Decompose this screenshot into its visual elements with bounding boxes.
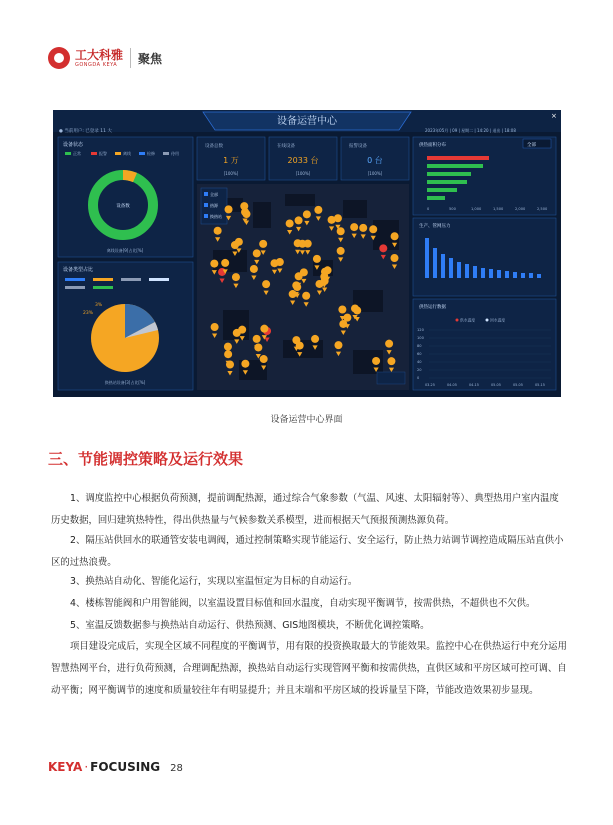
logo-divider: [130, 48, 131, 68]
runtime-y-tick: 40: [417, 360, 422, 364]
map-filter-all[interactable]: 全部: [210, 192, 218, 197]
runtime-legend-return: 回水温度: [490, 317, 506, 323]
area-select-value[interactable]: 全部: [527, 143, 536, 148]
area-axis-tick: 1,000: [471, 207, 482, 211]
pressure-bar: [497, 270, 501, 278]
runtime-panel-title: 供热运行数据: [419, 305, 446, 310]
status-panel-title: 设备状态: [63, 142, 84, 148]
keya-logo-icon: [48, 47, 70, 69]
type-panel-title: 设备类型占比: [63, 267, 94, 273]
kpi-alarm-label: 报警设备: [349, 144, 367, 149]
status-legend-normal: 正常: [73, 151, 81, 156]
pressure-bar: [465, 264, 469, 278]
map-filter-source[interactable]: 热源: [210, 203, 218, 208]
paragraph-5: 5、室温反馈数据参与换热站自动运行、供热预测、GIS地图模块，不断优化调控策略。: [70, 620, 430, 631]
area-bar: [427, 172, 471, 176]
kpi-total-value: 1 万: [223, 156, 239, 165]
kpi-online-ratio: [100%]: [295, 171, 311, 176]
area-bar: [427, 156, 489, 160]
pressure-bar: [537, 274, 541, 278]
pressure-bar: [425, 238, 429, 278]
paragraph-3: 3、换热站自动化、智能化运行，实现以室温恒定为目标的自动运行。: [70, 576, 358, 587]
section-title: 三、节能调控策略及运行效果: [48, 450, 244, 468]
pressure-bar: [481, 268, 485, 278]
area-axis-tick: 0: [427, 207, 430, 211]
area-bar: [427, 188, 457, 192]
type-panel-footer: 换热站设备[3]占比[%]: [104, 380, 146, 385]
dashboard-user-info: ● 当前用户: 已登录 11 大: [59, 129, 112, 134]
runtime-x-tick: 05-05: [491, 383, 501, 387]
runtime-x-tick: 04-15: [469, 383, 479, 387]
pressure-bar: [457, 262, 461, 278]
area-bar: [427, 164, 483, 168]
pressure-bar: [529, 273, 533, 278]
kpi-alarm-ratio: [100%]: [367, 171, 383, 176]
runtime-x-tick: 05-05: [513, 383, 523, 387]
pressure-bar: [505, 271, 509, 278]
status-legend-repair: 检修: [147, 151, 155, 156]
status-legend-offline: 离线: [123, 151, 131, 156]
runtime-y-tick: 120: [417, 328, 424, 332]
pressure-bar: [513, 272, 517, 278]
map-filter-station[interactable]: 换热站: [210, 214, 222, 219]
header-logo: [48, 47, 162, 69]
kpi-alarm-value: 0 台: [367, 156, 383, 165]
close-icon[interactable]: ×: [551, 112, 557, 120]
status-panel-footer: 离线设备[9]占比[%]: [106, 248, 144, 253]
footer-dot: ·: [84, 760, 89, 774]
type-pie-pct-a: 3%: [95, 303, 103, 308]
runtime-y-tick: 60: [417, 352, 422, 356]
kpi-total-ratio: [100%]: [223, 171, 239, 176]
runtime-x-tick: 05-15: [535, 383, 545, 387]
runtime-y-tick: 20: [417, 368, 422, 372]
pressure-panel-title: 生产、管网压力: [419, 224, 451, 229]
kpi-online-value: 2033 台: [287, 156, 319, 165]
page-footer: [48, 760, 183, 774]
dashboard-svg: [53, 110, 561, 397]
dashboard-screenshot: [53, 110, 561, 397]
runtime-legend-supply: 供水温度: [460, 317, 476, 323]
footer-brand: KEYA: [48, 760, 83, 774]
area-axis-tick: 500: [449, 207, 456, 211]
paragraph-1: 1、调度监控中心根据负荷预测，提前调配热源，通过综合气象参数（气温、风速、太阳辐射等）、典型热用户室内温度历史数据，回归建筑热特性，得出供热量与气候参数关系模型，进而根据天气预报预测热源负荷。: [51, 493, 559, 526]
area-bar: [427, 196, 445, 200]
pressure-bar: [521, 273, 525, 278]
runtime-y-tick: 0: [417, 376, 420, 380]
pressure-bar: [449, 258, 453, 278]
logo-cn-text: 工大科雅: [75, 47, 124, 62]
logo-en-text: GONGDA KEYA: [75, 61, 118, 68]
area-bar: [427, 180, 467, 184]
dashboard-title: 设备运营中心: [277, 116, 337, 127]
page-number: 28: [170, 763, 183, 774]
paragraph-4: 4、楼栋智能阀和户用智能阀，以室温设置目标值和回水温度，自动实现平衡调节，按需供热，不超供也不欠供。: [70, 598, 536, 609]
header-tagline: 聚焦: [138, 51, 163, 66]
pressure-bar: [489, 269, 493, 278]
pressure-bar: [473, 266, 477, 278]
runtime-y-tick: 100: [417, 336, 424, 340]
area-axis-tick: 1,500: [493, 207, 504, 211]
runtime-y-tick: 80: [417, 344, 422, 348]
runtime-x-tick: 04-05: [447, 383, 457, 387]
kpi-online-label: 在线设备: [277, 144, 295, 149]
pressure-bar: [433, 248, 437, 278]
area-panel-title: 供热面积分布: [419, 143, 446, 148]
kpi-total-label: 设备总数: [205, 144, 223, 149]
status-donut-label: 设备数: [116, 204, 130, 209]
status-legend-alarm: 报警: [99, 151, 107, 156]
area-axis-tick: 2,500: [537, 207, 548, 211]
figure-caption: 设备运营中心界面: [270, 415, 343, 425]
runtime-x-tick: 03-25: [425, 383, 435, 387]
dashboard-datetime: 2023年05月 | 09 | 星期二 | 14:20 | 退出 | 18:08: [425, 128, 516, 133]
footer-focusing: FOCUSING: [90, 760, 161, 774]
type-pie-pct-b: 23%: [83, 311, 94, 316]
area-axis-tick: 2,000: [515, 207, 526, 211]
paragraph-2: 2、隔压站供回水的联通管安装电调阀，通过控制策略实现节能运行、安全运行，防止热力站调节调控造成隔压站直供小区的过热浪费。: [51, 535, 564, 568]
pressure-bar: [441, 254, 445, 278]
paragraph-6: 项目建设完成后，实现全区域不同程度的平衡调节，用有限的投资换取最大的节能效果。监控中心在供热运行中充分运用智慧热网平台，进行负荷预测，合理调配热源，换热站自动运行实现管网平衡和按需供热，直供区域和平房区域可控可调、自动平衡；网平衡调节的速度和质量较往年有明显提升；并且末端和平房区域的投诉量呈下降，节能改造效果初步显现。: [51, 641, 567, 696]
status-legend-standby: 待用: [171, 151, 179, 156]
